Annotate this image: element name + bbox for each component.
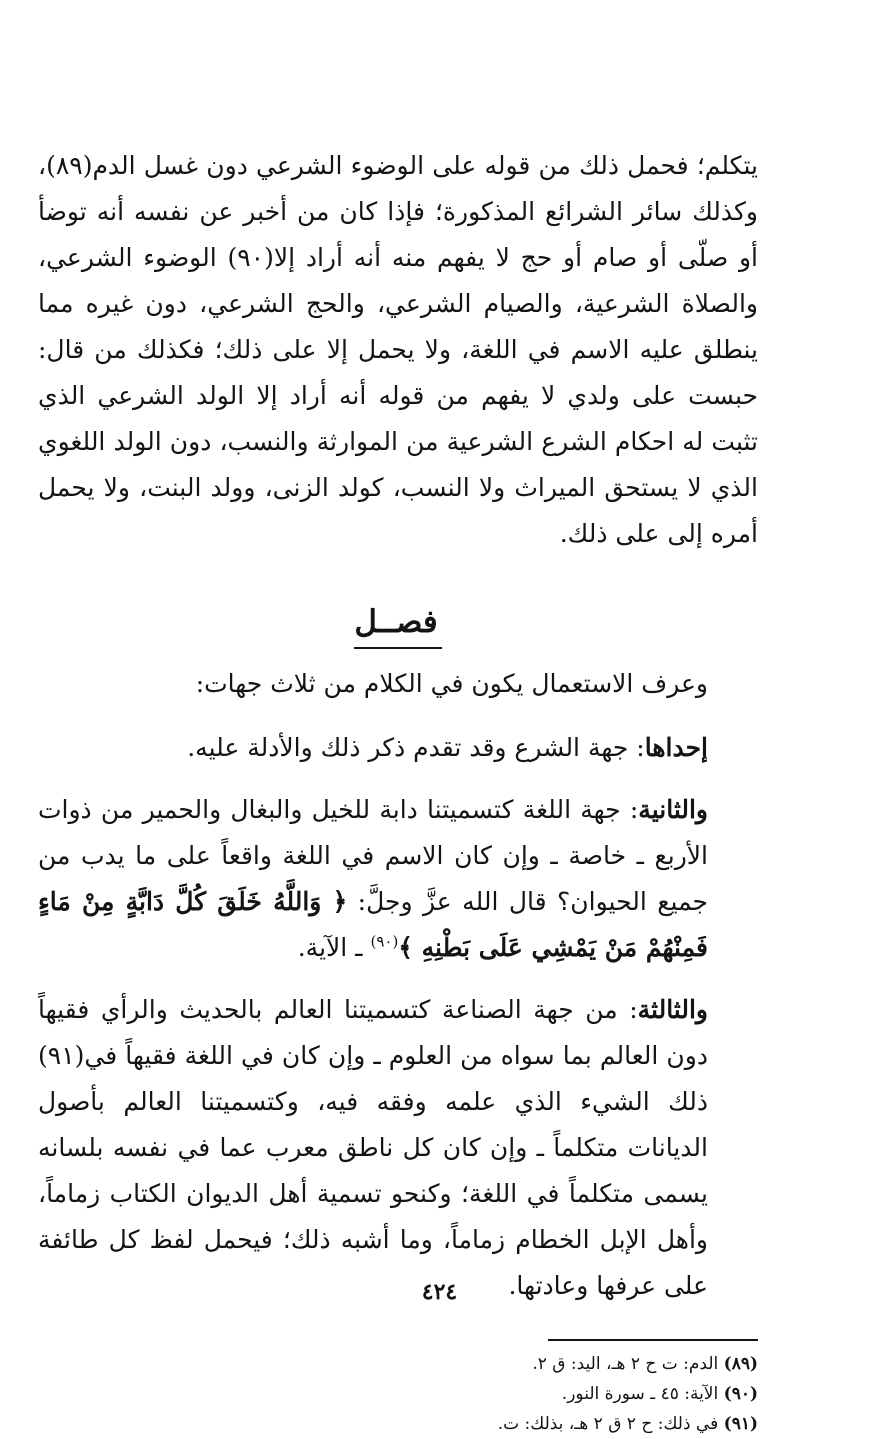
third-aspect [38,987,758,1309]
footnote-text: الآية: ٤٥ ـ سورة النور. [561,1384,724,1404]
second-aspect [38,787,758,971]
third-aspect-text: : من جهة الصناعة كتسميتنا العالم بالحديث والرأي فقيهاً دون العالم بما سواه من العلوم ـ وإن كان في اللغة فقيهاً في(٩١) ذلك الشيء الذي علمه وفقه فيه، وكتسميتنا العالم بأصول الديانات متكلماً ـ وإن كان كل ناطق معرب عما في نفسه بلسانه يسمى متكلماً في اللغة؛ وكنحو تسمية أهل الديوان الكتاب زماماً، وأهل الإبل الخطام زماماً، وما أشبه ذلك؛ فيحمل لفظ كل طائفة على عرفها وعادتها. [38,995,708,1300]
footnote-89 [38,1349,758,1379]
footnote-90 [38,1379,758,1409]
second-aspect-tail: ـ الآية. [297,933,371,962]
footnote-ref-90: (٩٠) [370,932,399,951]
page-number: ٤٢٤ [421,1279,458,1305]
footnote-number: (٩١) [723,1414,758,1434]
first-aspect-text: : جهة الشرع وقد تقدم ذكر ذلك والأدلة عليه. [187,733,645,762]
section-heading [38,597,758,649]
footnote-separator [548,1339,758,1341]
footnote-number: (٨٩) [723,1354,758,1374]
footnote-text: في ذلك: ح ٢ ق ٢ هـ، بذلك: ت. [497,1414,724,1434]
second-aspect-text: : جهة اللغة كتسميتنا دابة للخيل والبغال والحمير من ذوات الأربع ـ خاصة ـ وإن كان الاسم في اللغة واقعاً على ما يدب من جميع الحيوان؟ قال الله عزَّ وجلَّ: [38,795,708,916]
footnote-number: (٩٠) [723,1384,758,1404]
page-body [38,143,758,1439]
second-aspect-lead: والثانية [638,795,708,824]
footnotes [38,1349,758,1439]
first-aspect-lead: إحداها [644,733,708,762]
quran-verse: ﴿ وَاللَّهُ خَلَقَ كُلَّ دَابَّةٍ مِنْ مَاءٍ فَمِنْهُمْ مَنْ يَمْشِي عَلَى بَطْنِهِ ﴾ [38,887,708,962]
footnote-text: الدم: ت ح ٢ هـ، اليد: ق ٢. [532,1354,724,1374]
first-aspect [38,725,758,771]
third-aspect-lead: والثالثة [637,995,708,1024]
footnote-91 [38,1409,758,1439]
section-heading-text: فصــل [354,597,441,649]
section-intro: وعرف الاستعمال يكون في الكلام من ثلاث جهات: [195,669,708,698]
intro-paragraph: يتكلم؛ فحمل ذلك من قوله على الوضوء الشرعي دون غسل الدم(٨٩)، وكذلك سائر الشرائع المذكورة؛ فإذا كان من أخبر عن نفسه أنه توضأ أو صلّى أو صام أو حج لا يفهم منه أنه أراد إلا(٩٠) الوضوء الشرعي، والصلاة الشرعية، والصيام الشرعي، والحج الشرعي، دون غيره مما ينطلق عليه الاسم في اللغة، ولا يحمل إلا على ذلك؛ فكذلك من قال: حبست على ولدي لا يفهم من قوله أنه أراد إلا الولد الشرعي الذي تثبت له احكام الشرع الشرعية من الموارثة والنسب، دون الولد اللغوي الذي لا يستحق الميراث ولا النسب، كولد الزنى، وولد البنت، ولا يحمل أمره إلى على ذلك. [38,151,758,548]
